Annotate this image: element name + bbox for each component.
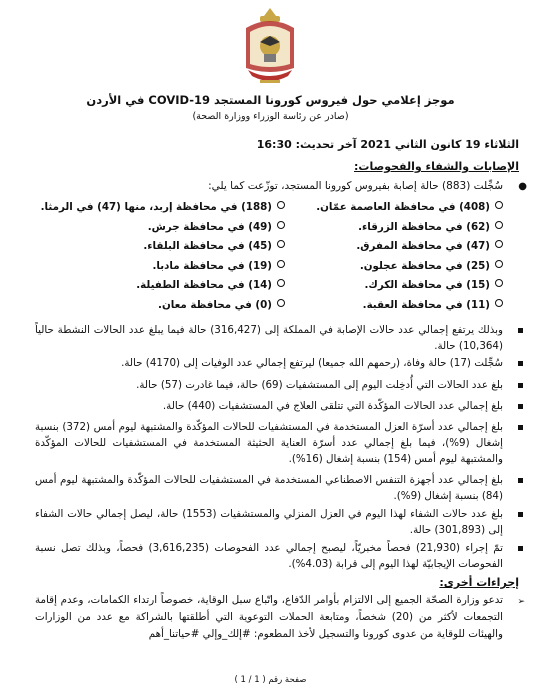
city-cases: (0) في محافظة معان. [158, 298, 272, 311]
square-bullet-icon [518, 546, 523, 551]
square-bullet-icon [518, 425, 523, 430]
city-cases: (45) في محافظة البلقاء. [143, 240, 272, 253]
city-cases: (62) في محافظة الزرقاء. [358, 220, 490, 233]
city-row [33, 279, 503, 299]
measures-paragraph: تدعو وزارة الصحّة الجميع إلى الالتزام بأوامر الدّفاع، واتّباع سبل الوقاية، خصوصاً ارتداء الكمامات، وعدم إقامة التجمعات لأكثر من (20) شخصاً، ومتابعة الحملات التوعوية التي أطلقتها بالشراكة مع عدد من الوزارات والهيئات للوقاية من عدوى كورونا والتسجيل لأخذ المطعوم: #إلك_وإلي #حياتنا_أهم [35, 594, 503, 640]
total-cases-paragraph: وبذلك يرتفع إجمالي عدد حالات الإصابة في المملكة إلى (316,427) حالة فيما يبلغ عدد الحالات النشطة حالياً (10,364) حالة. [35, 324, 503, 352]
city-breakdown-list [33, 201, 503, 319]
square-bullet-icon [518, 361, 523, 366]
document-subtitle: (صادر عن رئاسة الوزراء ووزارة الصحة) [192, 111, 349, 122]
city-cases: (188) في محافظة إربد، منها (47) في الرمثا. [40, 201, 272, 213]
ventilators-paragraph: بلغ إجمالي عدد أجهزة التنفس الاصطناعي المستخدمة في المستشفيات للحالات المؤكّدة والمشتبهة ليوم أمس (84) بنسبة إشغال (9%). [35, 474, 503, 502]
page-number: صفحة رقم ( 1 / 1 ) [234, 675, 307, 685]
square-bullet-icon [518, 512, 523, 517]
document-header [0, 93, 541, 122]
square-bullet-icon [518, 383, 523, 388]
circle-bullet-icon [495, 240, 503, 248]
admissions-paragraph: بلغ عدد الحالات التي أُدخِلت اليوم إلى المستشفيات (69) حالة، فيما غادرت (57) حالة. [136, 379, 503, 391]
isolation-beds-paragraph: بلغ إجمالي عدد أسرّة العزل المستخدمة في المستشفيات للحالات المؤكّدة والمشتبهة ليوم أمس (372) بنسبة إشغال (9%)، فيما بلغ إجمالي عدد أسرّة العناية الحثيثة المستخدمة في المستشفيات للحالات المؤكّدة والمشتبهة ليوم أمس (154) بنسبة إشغال (16%). [35, 421, 504, 465]
date-line: الثلاثاء 19 كانون الثاني 2021 آخر تحديث: 16:30 [256, 138, 519, 151]
cases-intro: سُجِّلت (883) حالة إصابة بفيروس كورونا المستجد، توزّعت كما يلي: [208, 180, 503, 192]
tests-paragraph: تمّ إجراء (21,930) فحصاً مخبريّاً، ليصبح إجمالي عدد الفحوصات (3,616,235) فحصاً، وبذلك تصل نسبة الفحوصات الإيجابيّة لهذا اليوم إلى قرابة (4.03%). [35, 542, 503, 570]
city-row [33, 240, 503, 260]
circle-bullet-icon [277, 240, 285, 248]
bullet-icon: ● [518, 181, 527, 192]
city-cases: (49) في محافظة جرش. [147, 220, 272, 233]
jordan-coat-of-arms-icon [238, 6, 302, 90]
square-bullet-icon [518, 328, 523, 333]
circle-bullet-icon [277, 260, 285, 268]
city-row [33, 260, 503, 280]
square-bullet-icon [518, 478, 523, 483]
section-title-measures: إجراءات أخرى: [439, 576, 519, 589]
document-title: موجز إعلامي حول فيروس كورونا المستجد COVID-19 في الأردن [86, 93, 455, 107]
circle-bullet-icon [495, 279, 503, 287]
arrow-bullet-icon: ➢ [517, 597, 525, 607]
hospitalized-paragraph: بلغ إجمالي عدد الحالات المؤكّدة التي تتلقى العلاج في المستشفيات (440) حالة. [162, 400, 503, 412]
city-cases: (14) في محافظة الطفيلة. [136, 279, 272, 292]
city-cases: (408) في محافظة العاصمة عمّان. [316, 201, 490, 213]
city-cases: (25) في محافظة عجلون. [359, 259, 490, 272]
city-row [33, 201, 503, 221]
city-cases: (11) في محافظة العقبة. [362, 298, 490, 311]
circle-bullet-icon [495, 201, 503, 209]
city-cases: (47) في محافظة المفرق. [356, 240, 490, 253]
city-row [33, 221, 503, 241]
circle-bullet-icon [277, 201, 285, 209]
deaths-paragraph: سُجِّلت (17) حالة وفاة، (رحمهم الله جميعا) ليرتفع إجمالي عدد الوفيات إلى (4170) حالة. [121, 357, 503, 369]
recoveries-paragraph: بلغ عدد حالات الشفاء لهذا اليوم في العزل المنزلي والمستشفيات (1553) حالة، ليصل إجمالي حالات الشفاء إلى (301,893) حالة. [35, 508, 503, 536]
circle-bullet-icon [495, 260, 503, 268]
section-title-cases: الإصابات والشفاء والفحوصات: [354, 160, 519, 173]
circle-bullet-icon [277, 279, 285, 287]
city-row [33, 299, 503, 319]
circle-bullet-icon [277, 221, 285, 229]
circle-bullet-icon [495, 221, 503, 229]
city-cases: (19) في محافظة مادبا. [152, 259, 272, 272]
circle-bullet-icon [277, 299, 285, 307]
circle-bullet-icon [495, 299, 503, 307]
square-bullet-icon [518, 404, 523, 409]
city-cases: (15) في محافظة الكرك. [364, 279, 490, 292]
